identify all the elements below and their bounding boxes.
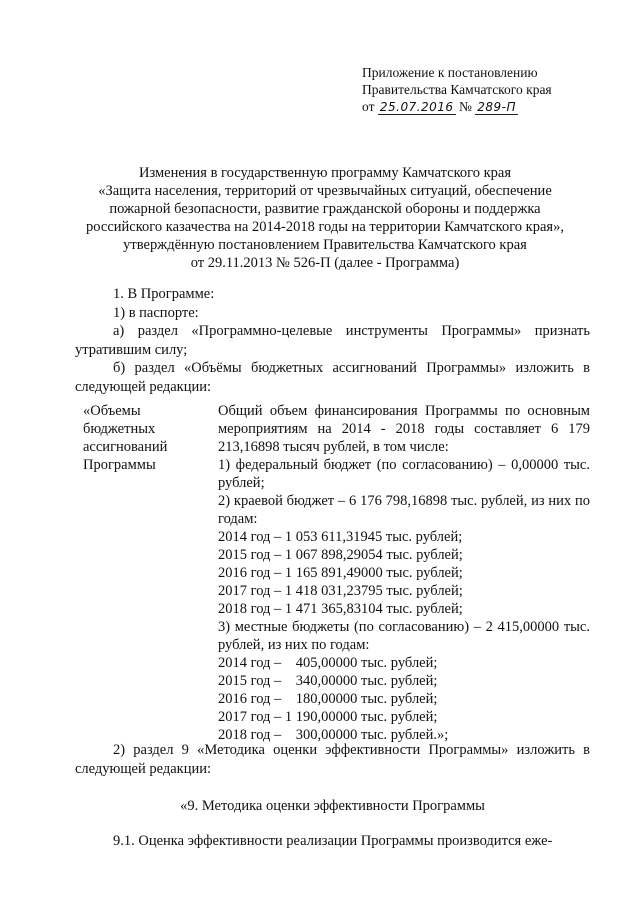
item-2-block	[75, 741, 590, 778]
budget-table-content	[218, 402, 590, 744]
regional-year: 2015 год – 1 067 898,29054 тыс. рублей;	[218, 547, 463, 563]
regional-year: 2014 год – 1 053 611,31945 тыс. рублей;	[218, 529, 463, 545]
regional-year: 2016 год – 1 165 891,49000 тыс. рублей;	[218, 565, 463, 581]
title-line: от 29.11.2013 № 526-П (далее - Программа)	[190, 255, 460, 271]
regional-year: 2017 год – 1 418 031,23795 тыс. рублей;	[218, 583, 463, 599]
local-year: 2016 год – 180,00000 тыс. рублей;	[218, 691, 438, 707]
budget-table-label	[83, 402, 203, 474]
section-9-heading-block	[75, 797, 590, 816]
federal-budget: 1) федеральный бюджет (по согласованию) – 0,00000 тыс. рублей;	[218, 457, 590, 491]
annex-line1: Приложение к постановлению	[362, 65, 538, 80]
annex-number: 289-П	[477, 100, 516, 114]
label-line: бюджетных	[83, 421, 156, 437]
label-line: Программы	[83, 457, 156, 473]
annex-block	[362, 64, 552, 115]
local-budget: 3) местные бюджеты (по согласованию) – 2 415,00000 тыс. рублей, из них по годам:	[218, 619, 590, 653]
section-9-heading: «9. Методика оценки эффективности Программы	[180, 798, 485, 814]
label-line: «Объемы	[83, 403, 141, 419]
para-9-1-block	[75, 832, 590, 851]
annex-date: 25.07.2016	[379, 100, 454, 114]
regional-budget: 2) краевой бюджет – 6 176 798,16898 тыс. рублей, из них по годам:	[218, 493, 590, 527]
annex-line2: Правительства Камчатского края	[362, 82, 552, 97]
document-title	[70, 164, 580, 272]
title-line: пожарной безопасности, развитие гражданской обороны и поддержка	[109, 201, 541, 217]
item-1-b: б) раздел «Объёмы бюджетных ассигнований Программы» изложить в следующей редакции:	[75, 360, 590, 395]
changes-list	[75, 285, 590, 396]
local-year: 2018 год – 300,00000 тыс. рублей.»;	[218, 727, 449, 743]
para-9-1: 9.1. Оценка эффективности реализации Программы производится еже-	[113, 833, 553, 849]
budget-intro: Общий объем финансирования Программы по основным мероприятиям на 2014 - 2018 годы составляет 6 179 213,16898 тысяч рублей, в том числе:	[218, 403, 590, 455]
regional-year: 2018 год – 1 471 365,83104 тыс. рублей;	[218, 601, 463, 617]
annex-prefix: от	[362, 99, 375, 114]
title-line: Изменения в государственную программу Камчатского края	[138, 165, 512, 181]
title-line: «Защита населения, территорий от чрезвычайных ситуаций, обеспечение	[98, 183, 552, 199]
local-year: 2014 год – 405,00000 тыс. рублей;	[218, 655, 438, 671]
item-1-a: а) раздел «Программно-целевые инструменты Программы» признать утратившим силу;	[75, 323, 590, 358]
local-year: 2017 год – 1 190,00000 тыс. рублей;	[218, 709, 438, 725]
label-line: ассигнований	[83, 439, 168, 455]
local-year: 2015 год – 340,00000 тыс. рублей;	[218, 673, 438, 689]
annex-num-sign: №	[458, 99, 472, 114]
item-1: 1. В Программе:	[113, 286, 215, 302]
annex-line3	[362, 98, 552, 115]
title-line: утверждённую постановлением Правительства Камчатского края	[123, 237, 527, 253]
item-2: 2) раздел 9 «Методика оценки эффективности Программы» изложить в следующей редакции:	[75, 742, 590, 777]
item-1-1: 1) в паспорте:	[113, 304, 199, 321]
title-line: российского казачества на 2014-2018 годы на территории Камчатского края»,	[86, 219, 564, 235]
